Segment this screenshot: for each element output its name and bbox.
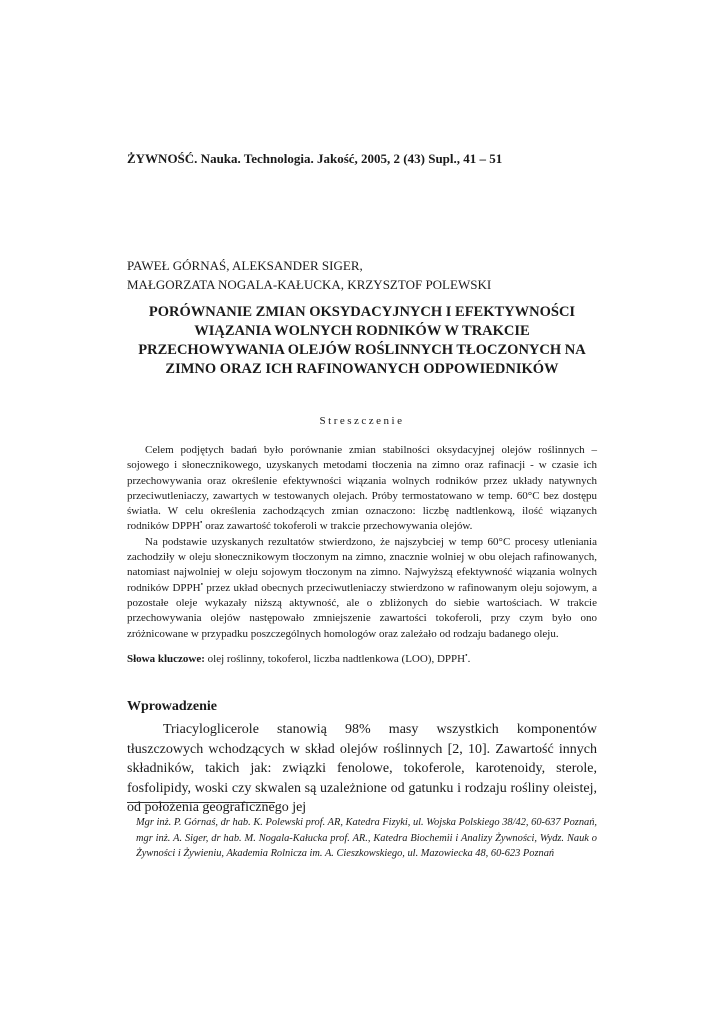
introduction-paragraph: Triacyloglicerole stanowią 98% masy wszystkich komponentów tłuszczowych wchodzących w skład olejów roślinnych [2, 10]. Zawartość innych składników, takich jak: związki fenolowe, tokoferole, karotenoidy, sterole, fosfolipidy, woski czy skwalen są uzależnione od gatunku i rodzaju rośliny oleistej, od położenia geograficznego jej	[127, 722, 597, 815]
radical-dot: •	[200, 518, 203, 527]
abstract-text: Na podstawie uzyskanych rezultatów stwierdzono, że najszybciej w temp 60°C procesy utleniania zachodziły w oleju słonecznikowym tłoczonym na zimno, znacznie wolniej w obu olejach rafinowanych, natomiast najwolniej w oleju sojowym tłoczonym na zimno. Najwyższą efektywność wiązania wolnych rodników DPPH	[127, 535, 597, 594]
footnote-divider	[127, 802, 275, 803]
radical-dot: •	[200, 580, 204, 589]
author-line: MAŁGORZATA NOGALA-KAŁUCKA, KRZYSZTOF POLEWSKI	[127, 277, 492, 292]
title-line: ZIMNO ORAZ ICH RAFINOWANYCH ODPOWIEDNIKÓW	[165, 361, 559, 377]
radical-dot: •	[465, 651, 468, 660]
title-line: PORÓWNANIE ZMIAN OKSYDACYJNYCH I EFEKTYWNOŚCI	[148, 304, 576, 320]
author-list	[127, 256, 491, 294]
abstract-text: Celem podjętych badań było porównanie zmian stabilności oksydacyjnej olejów roślinnych – sojowego i słonecznikowego, uzyskanych metodami tłoczenia na zimno oraz rafinacji - w czasie ich przechowywania oraz określenie efektywności wiązania wolnych rodników przez układy natywnych przeciwutleniaczy, zawartych w testowanych olejach. Próby termostatowano w temp. 60°C bez dostępu światła. W celu określenia zachodzących zmian oznaczono: liczbę nadtlenkową, ilość wiązanych rodników DPPH	[127, 444, 597, 533]
keywords-label: Słowa kluczowe:	[127, 653, 205, 665]
abstract-paragraph	[127, 443, 597, 535]
abstract-paragraph	[127, 535, 597, 642]
abstract-text: przez układ obecnych przeciwutleniaczy stwierdzono w rafinowanym oleju sojowym, a pozostałe oleje wykazały niższą aktywność, ale o zbliżonych do siebie wartościach. W trakcie przechowywania olejów następowało zmniejszenie zawartości tokoferoli, przy czym było ono zróżnicowane w przypadku poszczególnych homologów oraz zależało od rodzaju badanego oleju.	[127, 581, 597, 640]
section-heading-introduction: Wprowadzenie	[127, 699, 217, 714]
keywords-text: olej roślinny, tokoferol, liczba nadtlenkowa (LOO), DPPH	[204, 653, 466, 665]
title-line: WIĄZANIA WOLNYCH RODNIKÓW W TRAKCIE	[194, 323, 530, 339]
journal-header: ŻYWNOŚĆ. Nauka. Technologia. Jakość, 2005, 2 (43) Supl., 41 – 51	[127, 151, 503, 166]
article-title	[127, 303, 597, 379]
title-line: PRZECHOWYWANIA OLEJÓW ROŚLINNYCH TŁOCZONYCH NA	[138, 342, 586, 358]
abstract-heading: Streszczenie	[319, 415, 405, 427]
author-affiliation-footnote: Mgr inż. P. Górnaś, dr hab. K. Polewski prof. AR, Katedra Fizyki, ul. Wojska Polskiego 38/42, 60-637 Poznań, mgr inż. A. Siger, dr hab. M. Nogala-Kałucka prof. AR., Katedra Biochemii i Analizy Żywności, Wydz. Nauk o Żywności i Żywieniu, Akademia Rolnicza im. A. Cieszkowskiego, ul. Mazowiecka 48, 60-623 Poznań	[136, 817, 597, 859]
author-line: PAWEŁ GÓRNAŚ, ALEKSANDER SIGER,	[127, 258, 363, 273]
abstract-body	[127, 443, 597, 642]
keywords-end: .	[467, 653, 471, 665]
keywords	[127, 653, 470, 665]
abstract-text: oraz zawartość tokoferoli w trakcie przechowywania olejów.	[202, 520, 473, 533]
